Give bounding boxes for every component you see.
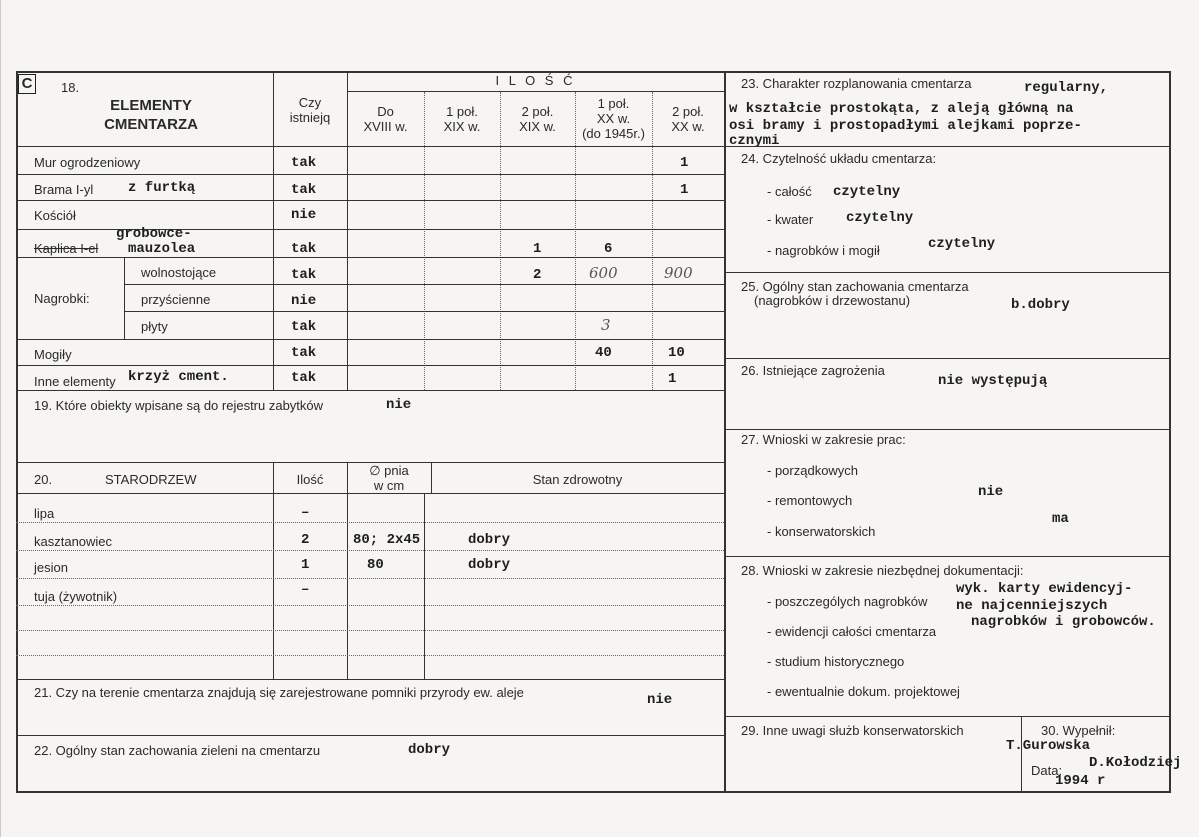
section-27-value: nie <box>978 484 1004 500</box>
section-24-label: 24. Czytelność układu cmentarza: <box>741 151 937 166</box>
tree-ilosc: – <box>301 582 310 598</box>
section-28-value: wyk. karty ewidencyj- <box>956 581 1133 597</box>
mogily-2pol-xx: 10 <box>668 345 685 361</box>
record-card: C 18. ELEMENTY CMENTARZA Czy istniejq I L O Ś Ć Do XVIII w. 1 poł. XIX w. 2 poł. XIX w. 1 poł. XX w. (do 1945r.) 2 poł. XX w. Mur ogrodzeniowy tak 1 Brama I-yl z furtką tak 1 Kościół nie Kaplica I-el grobowce- mauzolea tak 1 6 Nagrobki: wolnostojące tak 2 600 900 przyścienne nie płyty tak 3 Mogiły tak 40 10 Inne elementy krzyż cment. tak 1 19. Które obiekty wpisane są do rejestru zabytków nie 20. STARODRZEW Ilość ∅ pnia w cm Stan zdrowotny lipa – kasztanowiec 2 80; 2x45 dobry jesion 1 80 dobry tuja (żywotnik) – 21. Czy na terenie cmentarza znajdują się zarejestrowane pomniki przyrody ew. aleje nie 22. Ogólny stan zachowania zieleni na cmentarzu dobry 23. Charakter rozplanowania cmentarza regularny, w kształcie prostokąta, z aleją główną na osi bramy i prostopadłymi alejkami poprze- cznymi 24. Czytelność układu cmentarza: - całość czytelny - kwater czytelny - nagrobków i mogił czytelny 25. Ogólny stan zachowania cmentarza (nagrobków i drzewostanu) b.dobry 26. Istniejące zagrożenia nie występują 27. Wnioski w zakresie prac: - porządkowych - remontowych - konserwatorskich nie ma 28. Wnioski w zakresie niezbędnej dokumentacji: - poszczególych nagrobków - ewidencji całości cmentarza - studium historycznego - ewentualnie dokum. projektowej wyk. karty ewidencyj- ne najcenniejszych nagrobków i grobowców. 29. Inne uwagi służb konserwatorskich 30. Wypełnił: T.Gurowska Data: D.Kołodziej 1994 r <box>0 0 1199 837</box>
col-header-1pol-xx: 1 poł. <box>597 96 630 111</box>
kaplica-typed-1: grobowce- <box>116 226 192 242</box>
tree-pnia: 80 <box>367 557 384 573</box>
section-25-label: 25. Ogólny stan zachowania cmentarza <box>741 279 969 294</box>
col-header-stan: Stan zdrowotny <box>532 472 623 487</box>
section-26-value: nie występują <box>938 373 1048 389</box>
filled-by-name-2: D.Kołodziej <box>1089 755 1182 771</box>
section-20-number: 20. <box>34 472 53 487</box>
wolno-1pol-xx: 600 <box>589 264 618 282</box>
mur-czy: tak <box>291 155 317 171</box>
mur-2pol-xx: 1 <box>680 155 689 171</box>
col-header-ilosc: Ilość <box>296 472 324 487</box>
section-27-label: 27. Wnioski w zakresie prac: <box>741 432 906 447</box>
czytelnosc-kwater-value: czytelny <box>846 210 914 226</box>
plyty-czy: tak <box>291 319 317 335</box>
kaplica-czy: tak <box>291 241 317 257</box>
section-21-value: nie <box>647 692 673 708</box>
section-23-value: w kształcie prostokąta, z aleją główną na <box>729 101 1074 117</box>
column-divider-main <box>724 72 726 792</box>
czytelnosc-calosc-value: czytelny <box>833 184 901 200</box>
col-header-1pol-xix: 1 poł. <box>446 104 478 119</box>
czytelnosc-nagrobkow-value: czytelny <box>928 236 996 252</box>
section-18-number: 18. <box>61 80 80 95</box>
section-20-title: STARODRZEW <box>105 472 197 487</box>
section-19-label: 19. Które obiekty wpisane są do rejestru zabytków <box>34 398 324 413</box>
section-26-label: 26. Istniejące zagrożenia <box>741 363 885 378</box>
filled-date: 1994 r <box>1055 773 1106 789</box>
kaplica-typed-2: mauzolea <box>128 241 196 257</box>
inne-2pol-xx: 1 <box>668 371 677 387</box>
row-label-przyscienne: przyścienne <box>141 292 211 307</box>
plyty-1pol-xx: 3 <box>601 316 611 334</box>
tree-pnia: 80; 2x45 <box>353 532 421 548</box>
filled-by-name-1: T.Gurowska <box>1006 738 1091 754</box>
data-label: Data: <box>1031 763 1063 778</box>
ilosc-header: I L O Ś Ć <box>495 73 576 88</box>
przy-czy: nie <box>291 293 317 309</box>
tree-ilosc: 1 <box>301 557 310 573</box>
brama-2pol-xx: 1 <box>680 182 689 198</box>
tree-name: jesion <box>34 560 68 575</box>
wolno-czy: tak <box>291 267 317 283</box>
brama-typed: z furtką <box>128 180 196 196</box>
tree-name: tuja (żywotnik) <box>34 589 118 604</box>
mogily-1pol-xx: 40 <box>595 345 612 361</box>
section-19-value: nie <box>386 397 412 413</box>
col-header-pnia: ∅ pnia <box>369 463 409 478</box>
section-29-label: 29. Inne uwagi służb konserwatorskich <box>741 723 964 738</box>
section-23-label: 23. Charakter rozplanowania cmentarza <box>741 76 972 91</box>
col-header-2pol-xix: 2 poł. <box>521 104 554 119</box>
wolno-2pol-xx: 900 <box>664 264 693 282</box>
section-21-label: 21. Czy na terenie cmentarza znajdują się zarejestrowane pomniki przyrody ew. aleje <box>34 685 524 700</box>
tree-name: lipa <box>34 506 55 521</box>
tree-stan: dobry <box>468 532 511 548</box>
tree-stan: dobry <box>468 557 511 573</box>
col-header-2pol-xx: 2 poł. <box>672 104 704 119</box>
section-30-label: 30. Wypełnił: <box>1041 723 1116 738</box>
row-label-inne: Inne elementy <box>34 374 116 389</box>
mogily-czy: tak <box>291 345 317 361</box>
row-label-wolnostojace: wolnostojące <box>141 265 217 280</box>
row-label-kosciol: Kościół <box>34 208 76 223</box>
wolno-2pol-xix: 2 <box>533 267 542 283</box>
section-22-label: 22. Ogólny stan zachowania zieleni na cmentarzu <box>34 743 321 758</box>
section-22-value: dobry <box>408 742 451 758</box>
tree-name: kasztanowiec <box>34 534 113 549</box>
row-label-plyty: płyty <box>141 319 168 334</box>
col-header-xviii: Do <box>377 104 394 119</box>
inne-czy: tak <box>291 370 317 386</box>
kosciol-czy: nie <box>291 207 317 223</box>
section-letter-box: C <box>18 74 36 94</box>
section-28-label: 28. Wnioski w zakresie niezbędnej dokumentacji: <box>741 563 1024 578</box>
row-label-mogily: Mogiły <box>34 347 72 362</box>
row-label-brama: Brama I-yl <box>34 182 94 197</box>
tree-ilosc: – <box>301 505 310 521</box>
tree-ilosc: 2 <box>301 532 310 548</box>
section-25-value: b.dobry <box>1011 297 1070 313</box>
row-label-nagrobki: Nagrobki: <box>34 291 90 306</box>
row-label-kaplica: Kaplica I-el <box>34 241 99 256</box>
brama-czy: tak <box>291 182 317 198</box>
row-label-mur: Mur ogrodzeniowy <box>34 155 141 170</box>
col-header-czy: Czy <box>298 95 322 110</box>
inne-typed: krzyż cment. <box>128 369 229 385</box>
section-18-title: ELEMENTY <box>110 97 192 114</box>
kaplica-2pol-xix: 1 <box>533 241 542 257</box>
kaplica-1pol-xx: 6 <box>604 241 613 257</box>
